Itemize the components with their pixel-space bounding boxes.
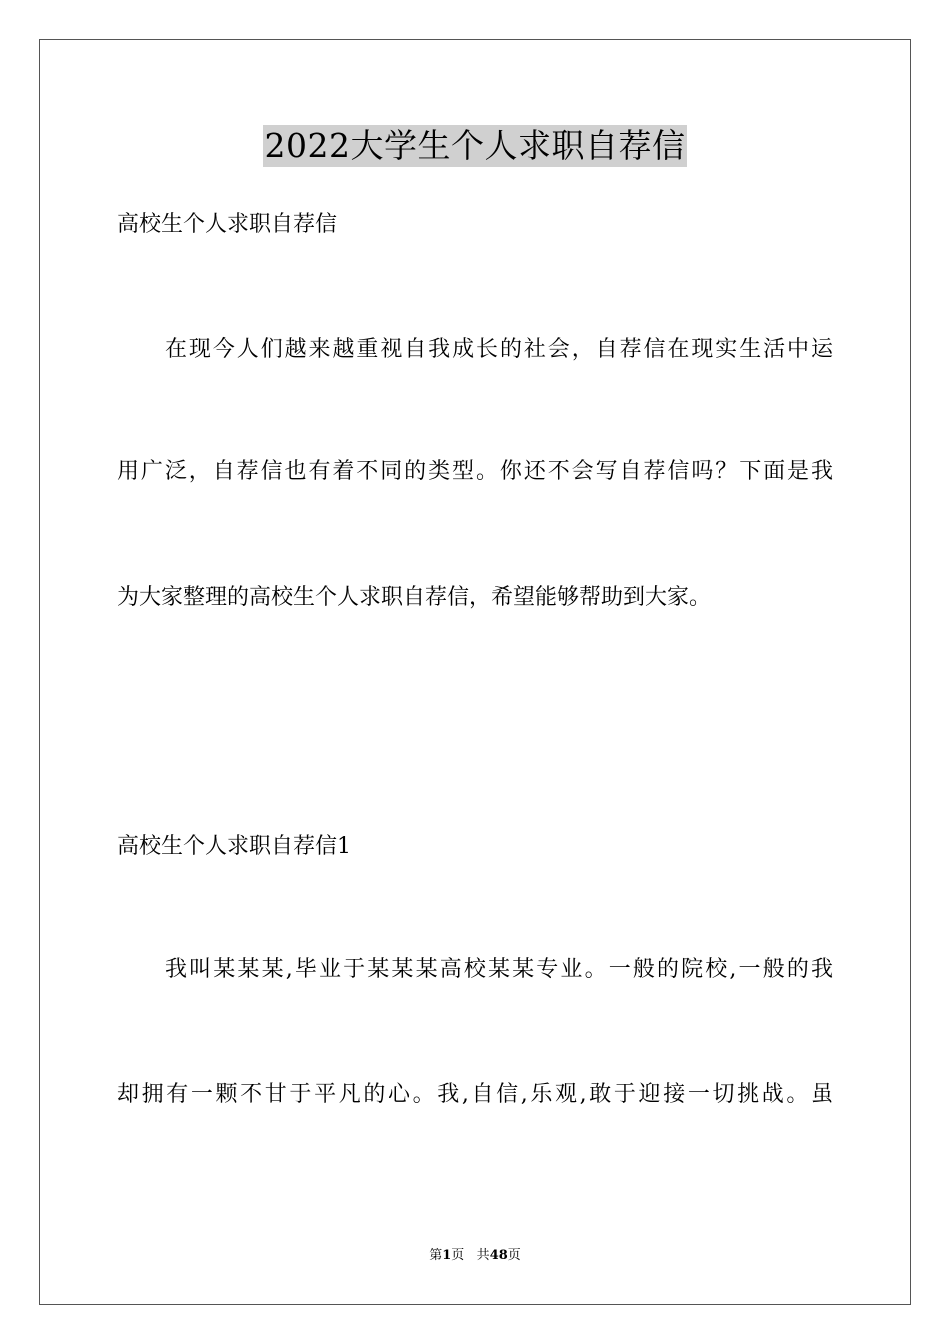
footer-total-prefix: 共 (476, 1248, 490, 1263)
body-line-1: 我叫某某某,毕业于某某某高校某某专业。一般的院校,一般的我 (165, 957, 833, 982)
document-title: 2022大学生个人求职自荐信 (264, 126, 686, 165)
footer-page-suffix: 页 (451, 1248, 465, 1263)
section-heading: 高校生个人求职自荐信1 (117, 834, 351, 859)
footer-page-number: 1 (442, 1248, 452, 1263)
footer-page-prefix: 第 (429, 1248, 443, 1263)
subtitle: 高校生个人求职自荐信 (117, 212, 338, 237)
footer-total-pages: 48 (489, 1248, 508, 1263)
intro-line-1: 在现今人们越来越重视自我成长的社会，自荐信在现实生活中运 (165, 337, 833, 362)
body-line-2: 却拥有一颗不甘于平凡的心。我,自信,乐观,敢于迎接一切挑战。虽 (117, 1082, 833, 1107)
title-container (0, 125, 950, 167)
intro-line-2: 用广泛，自荐信也有着不同的类型。你还不会写自荐信吗？下面是我 (117, 459, 833, 484)
page-footer (0, 1247, 950, 1265)
footer-total-suffix: 页 (507, 1248, 521, 1263)
intro-line-3: 为大家整理的高校生个人求职自荐信，希望能够帮助到大家。 (117, 585, 712, 610)
